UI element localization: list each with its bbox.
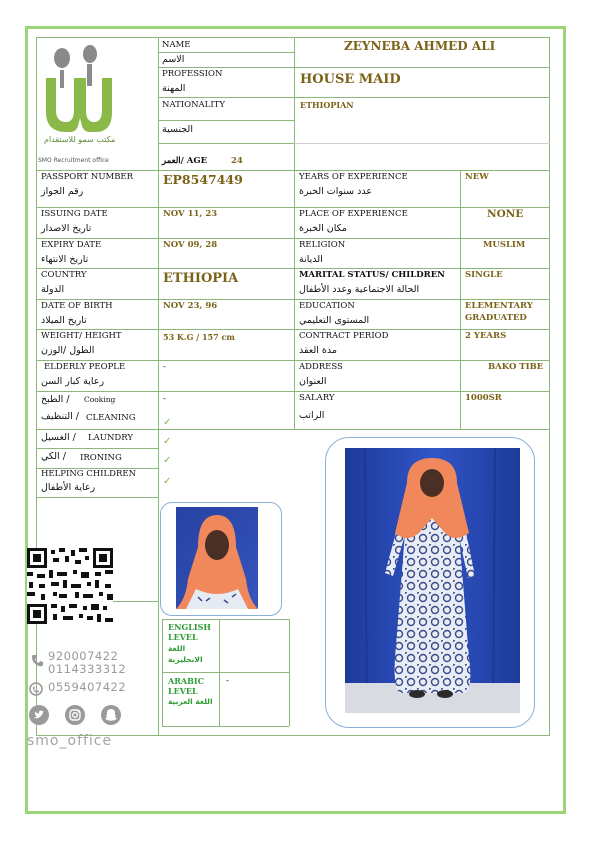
profession-label-ar: المهنة <box>162 83 186 94</box>
cooking-value: - <box>163 394 166 404</box>
dob-label-ar: تاريخ الميلاد <box>41 315 87 326</box>
expiry-label-ar: تاريخ الانتهاء <box>41 254 89 265</box>
name-label-ar: الاسم <box>162 54 185 65</box>
salary-label: SALARY <box>299 393 335 403</box>
nationality-label-ar: الجنسية <box>162 124 193 135</box>
issuing-value: NOV 11, 23 <box>163 209 218 219</box>
marital-label: MARITAL STATUS/ CHILDREN <box>299 270 445 280</box>
company-logo <box>40 40 120 135</box>
cleaning-check: ✓ <box>163 417 172 428</box>
logo-english: SMO Recruitment office <box>38 157 109 164</box>
arabic-label-ar: اللغة العربية <box>168 697 213 706</box>
laundry-label: LAUNDRY <box>88 433 133 443</box>
name-value: ZEYNEBA AHMED ALI <box>344 39 496 53</box>
arabic-label-1: ARABIC <box>168 676 204 686</box>
contract-label-ar: مدة العقد <box>299 345 337 356</box>
profession-label: PROFESSION <box>162 69 223 79</box>
whatsapp-number: 0559407422 <box>48 680 127 694</box>
cooking-label-ar: الطبخ / <box>41 394 70 405</box>
phone-1: 920007422 <box>48 649 119 663</box>
cleaning-label: CLEANING <box>86 413 136 423</box>
elderly-value: - <box>163 362 166 372</box>
weight-label-ar: الطول /الوزن <box>41 345 95 356</box>
weight-label: WEIGHT/ HEIGHT <box>41 331 122 341</box>
contract-label: CONTRACT PERIOD <box>299 331 389 341</box>
religion-label-ar: الديانة <box>299 254 323 265</box>
full-body-photo <box>345 448 520 713</box>
elderly-label-ar: رعاية كبار السن <box>41 376 105 387</box>
contract-value: 2 YEARS <box>465 331 507 341</box>
dob-label: DATE OF BIRTH <box>41 301 113 311</box>
country-label: COUNTRY <box>41 270 87 280</box>
education-value-2: GRADUATED <box>465 313 527 323</box>
english-label-2: LEVEL <box>168 632 198 642</box>
nationality-label: NATIONALITY <box>162 100 225 110</box>
country-label-ar: الدولة <box>41 284 65 295</box>
salary-label-ar: الراتب <box>299 410 325 421</box>
place-value: NONE <box>487 208 524 220</box>
issuing-label: ISSUING DATE <box>41 209 108 219</box>
cooking-label: Cooking <box>84 395 116 404</box>
address-value: BAKO TIBE <box>488 362 544 372</box>
address-label-ar: العنوان <box>299 376 327 387</box>
elderly-label: ELDERLY PEOPLE <box>44 362 126 372</box>
years-label: YEARS OF EXPERIENCE <box>299 172 408 182</box>
laundry-check: ✓ <box>163 436 172 447</box>
children-label: HELPING CHILDREN <box>41 469 137 479</box>
expiry-label: EXPIRY DATE <box>41 240 102 250</box>
age-value: 24 <box>231 156 243 166</box>
dob-value: NOV 23, 96 <box>163 301 218 311</box>
laundry-label-ar: الغسيل / <box>41 432 76 443</box>
name-label: NAME <box>162 40 191 50</box>
whatsapp-icon <box>29 681 43 700</box>
snapchat-icon[interactable] <box>101 705 121 725</box>
place-label: PLACE OF EXPERIENCE <box>299 209 408 219</box>
marital-label-ar: الحالة الاجتماعية وعدد الأطفال <box>299 284 420 295</box>
religion-label: RELIGION <box>299 240 346 250</box>
address-label: ADDRESS <box>299 362 343 372</box>
english-label-1: ENGLISH <box>168 622 211 632</box>
religion-value: MUSLIM <box>483 240 526 250</box>
qr-code <box>27 548 113 624</box>
weight-value: 53 K.G / 157 cm <box>163 332 235 342</box>
logo-arabic: مكتب سمو للاستقدام <box>44 135 116 144</box>
english-label-ar-1: اللغة <box>168 644 186 653</box>
cleaning-label-ar: التنظيف / <box>41 411 79 422</box>
nationality-value: ETHIOPIAN <box>300 100 354 110</box>
education-label-ar: المستوى التعليمي <box>299 315 370 326</box>
portrait-photo <box>176 507 258 609</box>
issuing-label-ar: تاريخ الاصدار <box>41 223 92 234</box>
children-label-ar: رعاية الأطفال <box>41 482 96 493</box>
passport-label: PASSPORT NUMBER <box>41 172 134 182</box>
arabic-value: - <box>226 676 229 686</box>
years-label-ar: عدد سنوات الخبرة <box>299 186 372 197</box>
social-handle: smo_office <box>27 733 113 749</box>
phone-2: 0114333312 <box>48 662 127 676</box>
ironing-label: IRONING <box>80 453 122 463</box>
education-label: EDUCATION <box>299 301 355 311</box>
english-label-ar-2: الانجليزية <box>168 655 203 664</box>
marital-value: SINGLE <box>465 270 503 280</box>
arabic-label-2: LEVEL <box>168 686 198 696</box>
education-value-1: ELEMENTARY <box>465 301 533 311</box>
years-value: NEW <box>465 172 489 182</box>
country-value: ETHIOPIA <box>163 271 239 286</box>
place-label-ar: مكان الخبرة <box>299 223 347 234</box>
passport-value: EP8547449 <box>163 172 243 187</box>
expiry-value: NOV 09, 28 <box>163 240 218 250</box>
instagram-icon[interactable] <box>65 705 85 725</box>
profession-value: HOUSE MAID <box>300 72 401 87</box>
salary-value: 1000SR <box>465 393 502 403</box>
ironing-label-ar: الكي / <box>41 451 66 462</box>
passport-label-ar: رقم الجواز <box>41 186 84 197</box>
twitter-icon[interactable] <box>29 705 49 725</box>
ironing-check: ✓ <box>163 455 172 466</box>
children-check: ✓ <box>163 476 172 487</box>
phone-icon <box>31 653 43 672</box>
logo-icon <box>40 40 120 135</box>
age-label: العمر/ AGE <box>162 156 208 166</box>
